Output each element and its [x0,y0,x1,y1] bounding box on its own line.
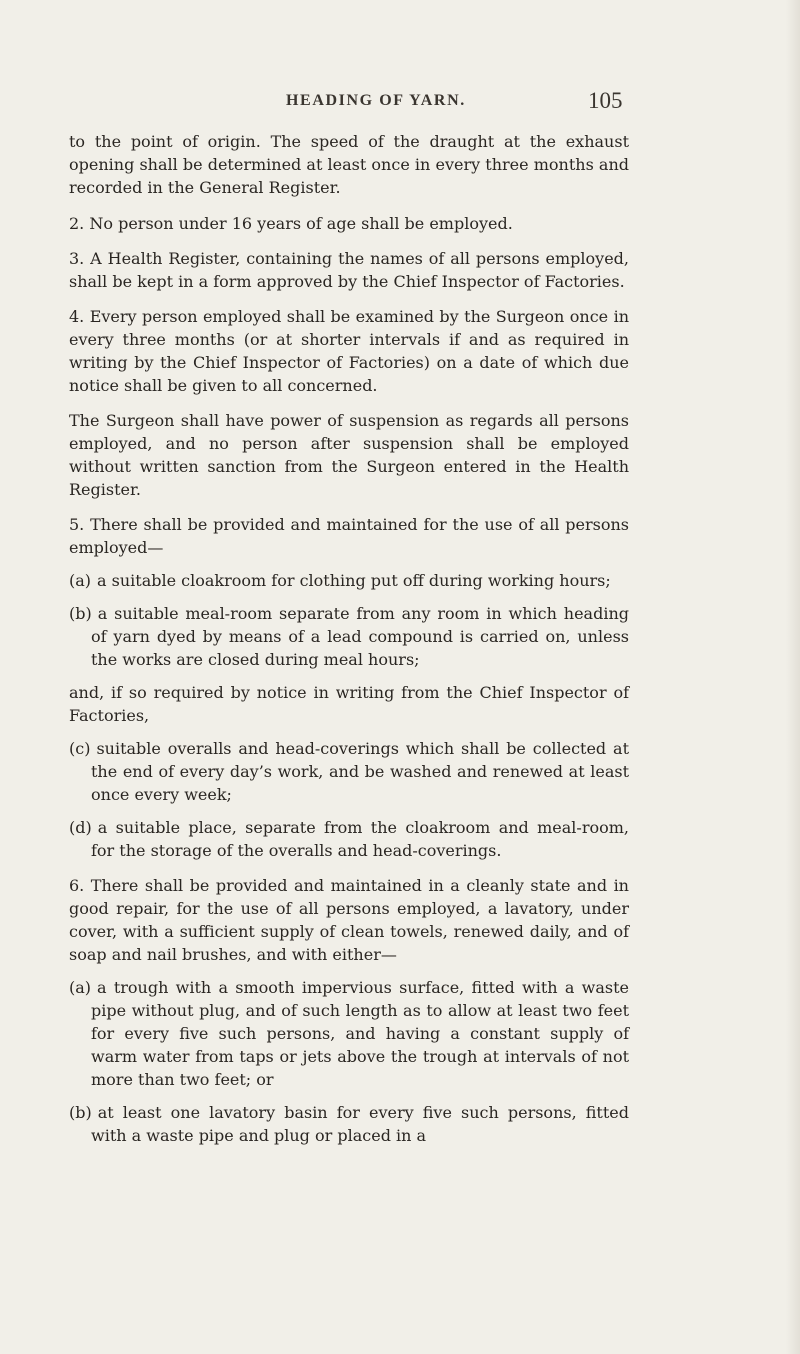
rule-4 [69,305,629,397]
rule-3-number: 3. [69,249,85,268]
clause-label: (a) [69,978,92,997]
rule-5-clause-c [69,737,629,806]
clause-label: (a) [69,571,92,590]
clause-label: (b) [69,1103,92,1122]
clause-label: (b) [69,604,92,623]
rule-6-clause-b [69,1101,629,1147]
rule-3-text: A Health Register, containing the names of all persons employed, shall be kept in a form approved by the Chief Inspector of Factories. [69,249,629,291]
body-text [69,130,629,1157]
running-head-title: HEADING OF YARN. [286,92,466,109]
rule-6-number: 6. [69,876,85,895]
rule-5-text: There shall be provided and maintained for the use of all persons employed— [69,515,629,557]
rule-5-clause-d [69,816,629,862]
rule-2-text: No person under 16 years of age shall be employed. [89,214,513,233]
rule-5 [69,513,629,559]
rule-4-number: 4. [69,307,85,326]
page-number: 105 [588,88,623,113]
rule-2 [69,212,629,235]
rule-6-clause-a [69,976,629,1091]
clause-label: (d) [69,818,92,837]
rule-6-text: There shall be provided and maintained in a cleanly state and in good repair, for the use of all persons employed, a lavatory, under cover, with a sufficient supply of clean towels, renewed daily, and of soap and nail brushes, and with either— [69,876,629,964]
clause-text: suitable overalls and head-coverings which shall be collected at the end of every day’s work, and be washed and renewed at least once every week; [91,739,629,804]
rule-3 [69,247,629,293]
rule-4-text: Every person employed shall be examined by the Surgeon once in every three months (or at shorter intervals if and as required in writing by the Chief Inspector of Factories) on a date of which due notice shall be given to all concerned. [69,307,629,395]
rule-5-number: 5. [69,515,85,534]
continuation-paragraph: to the point of origin. The speed of the draught at the exhaust opening shall be determined at least once in every three months and recorded in the General Register. [69,132,629,197]
clause-text: a suitable meal-room separate from any room in which heading of yarn dyed by means of a lead compound is carried on, unless the works are closed during meal hours; [91,604,629,669]
clause-label: (c) [69,739,91,758]
clause-text: a trough with a smooth impervious surface, fitted with a waste pipe without plug, and of such length as to allow at least two feet for every five such persons, and having a constant supply of warm water from taps or jets above the trough at intervals of not more than two feet; or [91,978,629,1089]
running-head [0,88,800,116]
clause-text: at least one lavatory basin for every five such persons, fitted with a waste pipe and plug or placed in a [91,1103,629,1145]
rule-5-condition: and, if so required by notice in writing from the Chief Inspector of Factories, [69,683,629,725]
rule-6 [69,874,629,966]
rule-5-clause-b [69,602,629,671]
surgeon-paragraph: The Surgeon shall have power of suspension as regards all persons employed, and no person after suspension shall be employed without written sanction from the Surgeon entered in the Health Register. [69,411,629,499]
rule-2-number: 2. [69,214,85,233]
clause-text: a suitable cloakroom for clothing put off during working hours; [97,571,611,590]
clause-text: a suitable place, separate from the cloakroom and meal-room, for the storage of the overalls and head-coverings. [91,818,629,860]
rule-5-clause-a [69,569,629,592]
